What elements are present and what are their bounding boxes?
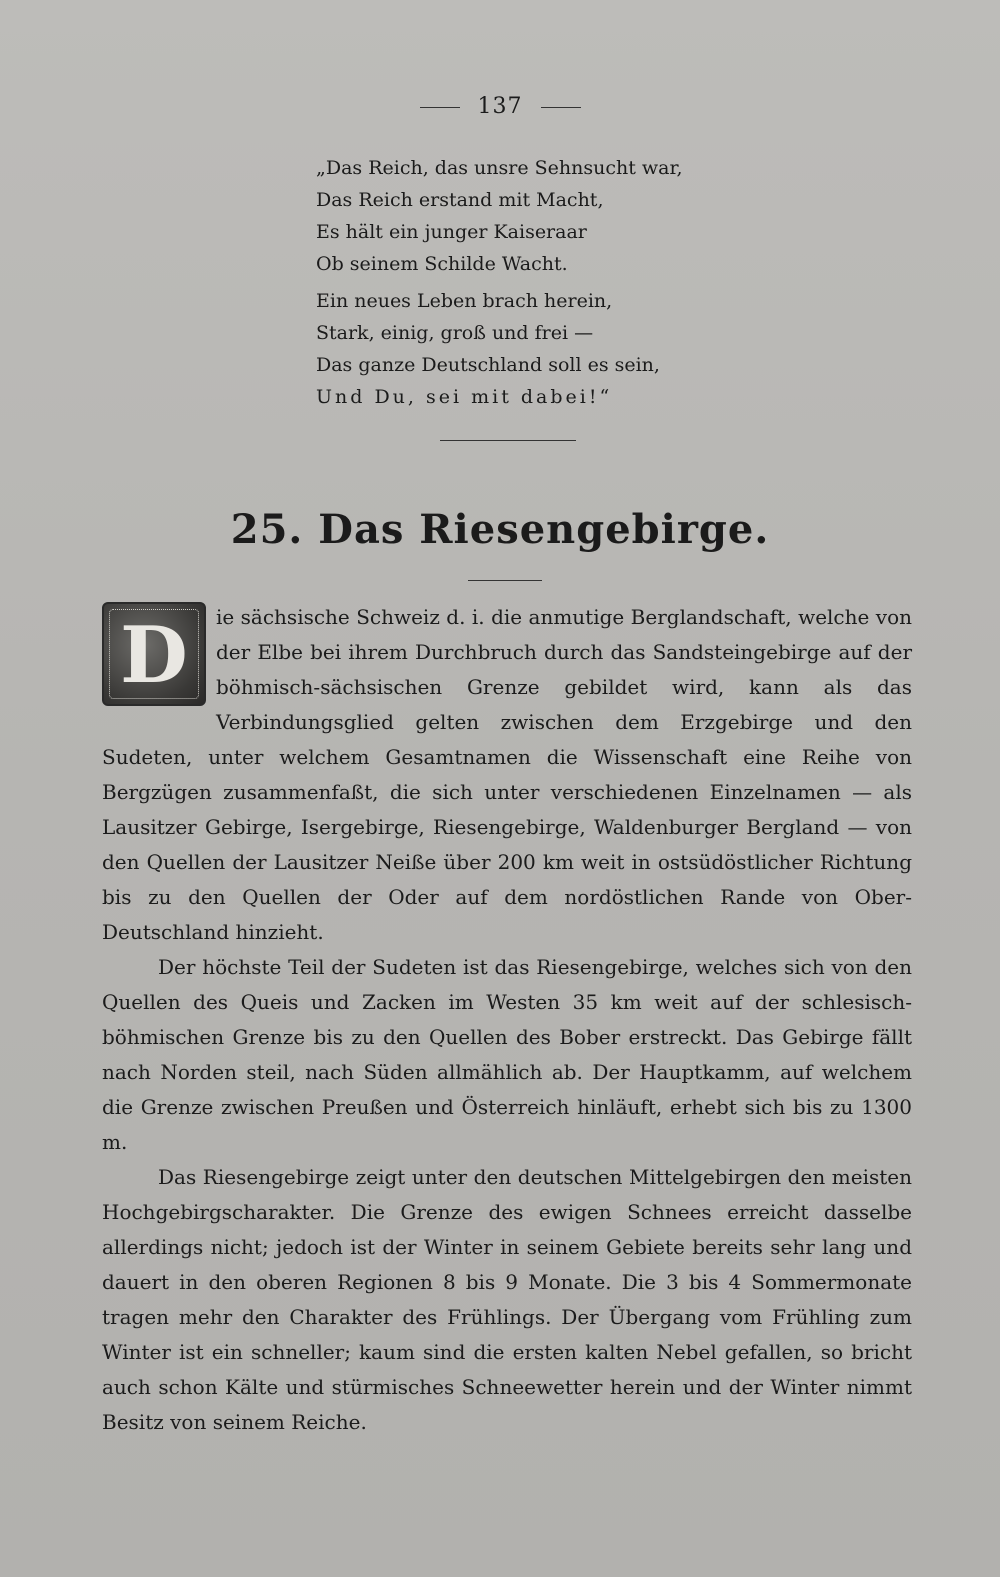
chapter-body [102,600,912,1440]
page-number-header [0,94,1000,119]
poem-stanza [316,152,696,413]
header-dash-right [541,107,581,108]
poem-line: Stark, einig, groß und frei — [316,322,594,344]
poem-line: Das ganze Deutschland soll es sein, [316,354,660,376]
poem-line: „Das Reich, das unsre Sehnsucht war, [316,157,683,179]
title-divider [468,580,542,581]
poem-line: Es hält ein junger Kaiseraar [316,221,587,243]
poem-line: Ein neues Leben brach herein, [316,290,613,312]
chapter-title: 25. Das Riesengebirge. [230,506,770,553]
header-dash-left [420,107,460,108]
poem-line: Und Du, sei mit dabei!“ [316,386,613,408]
section-divider [440,440,576,441]
paragraph: Das Riesengebirge zeigt unter den deutschen Mittelgebirgen den meisten Hochgebirgscharakter. Die Grenze des ewigen Schnees erreicht dasselbe allerdings nicht; jedoch ist der Winter in seinem Gebiete bereits sehr lang und dauert in den oberen Regionen 8 bis 9 Monate. Die 3 bis 4 Sommermonate tragen mehr den Charakter des Frühlings. Der Übergang vom Frühling zum Winter ist ein schneller; kaum sind die ersten kalten Nebel gefallen, so bricht auch schon Kälte und stürmisches Schneewetter herein und der Winter nimmt Besitz von seinem Reiche. [102,1165,912,1434]
page-number: 137 [477,94,523,119]
paragraph-text: ie sächsische Schweiz d. i. die anmutige Berglandschaft, welche von der Elbe bei ihrem Durchbruch durch das Sandsteingebirge auf der böhmisch-sächsischen Grenze gebildet wird, kann als das Verbindungsglied gelten zwischen dem Erzgebirge und den Sudeten, unter welchem Gesamtnamen die Wissenschaft eine Reihe von Bergzügen zusammenfaßt, die sich unter verschiedenen Einzelnamen — als Lausitzer Gebirge, Isergebirge, Riesengebirge, Waldenburger Bergland — von den Quellen der Lausitzer Neiße über 200 km weit in ostsüdöstlicher Richtung bis zu den Quellen der Oder auf dem nordöstlichen Rande von Ober-Deutschland hinzieht. [102,605,912,944]
paragraph: Der höchste Teil der Sudeten ist das Riesengebirge, welches sich von den Quellen des Queis und Zacken im Westen 35 km weit auf der schlesisch-böhmischen Grenze bis zu den Quellen des Bober erstreckt. Das Gebirge fällt nach Norden steil, nach Süden allmählich ab. Der Hauptkamm, auf welchem die Grenze zwischen Preußen und Österreich hinläuft, erhebt sich bis zu 1300 m. [102,955,912,1154]
poem-line: Das Reich erstand mit Macht, [316,189,604,211]
ornamental-drop-cap: D [102,602,206,706]
poem-line: Ob seinem Schilde Wacht. [316,253,568,275]
paragraph [102,600,912,950]
